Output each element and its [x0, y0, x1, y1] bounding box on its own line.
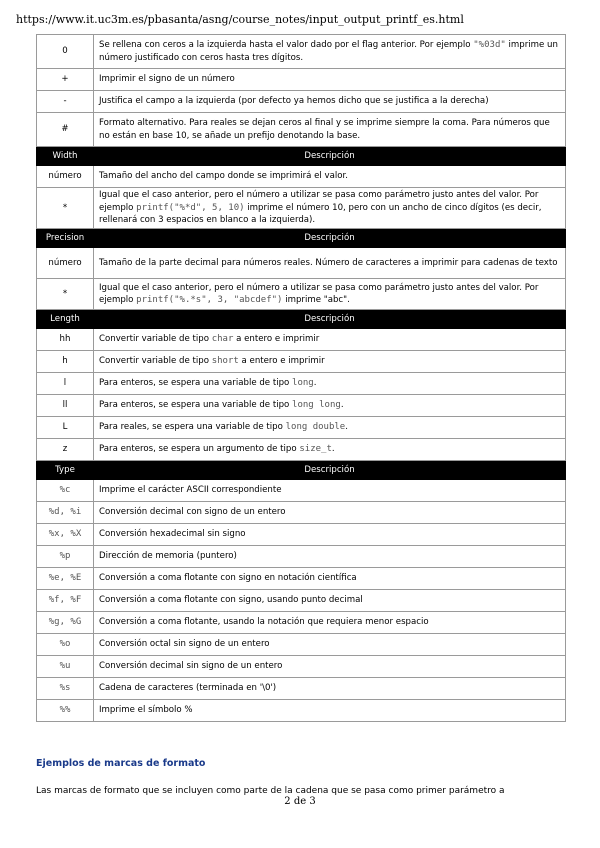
text-fragment: Justifica el campo a la izquierda (por defecto ya hemos dicho que se justifica a la derecha) — [99, 96, 489, 107]
spec-description — [94, 417, 566, 439]
body-paragraph: Las marcas de formato que se incluyen como parte de la cadena que se pasa como primer parámetro a — [36, 786, 505, 796]
spec-key: L — [37, 417, 94, 439]
spec-key — [37, 656, 94, 678]
spec-description: Conversión a coma flotante con signo, usando punto decimal — [94, 590, 566, 612]
text-fragment: Imprimir el signo de un número — [99, 74, 235, 85]
spec-description — [94, 395, 566, 417]
spec-description: Conversión a coma flotante, usando la notación que requiera menor espacio — [94, 612, 566, 634]
code-fragment: long — [292, 378, 314, 389]
text-fragment: Igual que el caso anterior, pero el número a utilizar se pasa como parámetro justo antes del valor. Por ejemplo — [99, 190, 539, 213]
spec-key — [37, 700, 94, 722]
code-fragment: long long — [292, 400, 341, 411]
text-fragment: a entero e imprimir — [233, 334, 320, 345]
spec-key: ll — [37, 395, 94, 417]
text-fragment: a entero e imprimir — [238, 356, 325, 367]
spec-key: h — [37, 351, 94, 373]
header-key: Type — [37, 461, 94, 480]
page-url: https://www.it.uc3m.es/pbasanta/asng/course_notes/input_output_printf_es.html — [16, 13, 464, 26]
section-header-row — [37, 461, 566, 480]
header-key: Precision — [37, 229, 94, 248]
spec-key-code: %% — [59, 705, 71, 716]
spec-description: Imprime el carácter ASCII correspondiente — [94, 480, 566, 502]
header-description: Descripción — [94, 229, 566, 248]
spec-key: * — [37, 279, 94, 310]
table-row — [37, 329, 566, 351]
spec-description — [94, 248, 566, 279]
header-key: Width — [37, 147, 94, 166]
table-row — [37, 395, 566, 417]
spec-description — [94, 91, 566, 113]
spec-key: 0 — [37, 35, 94, 69]
page-number: 2 de 3 — [284, 796, 316, 807]
table-row — [37, 480, 566, 502]
text-fragment: Para enteros, se espera una variable de tipo — [99, 400, 293, 411]
spec-description: Cadena de caracteres (terminada en '\0') — [94, 678, 566, 700]
spec-description: Conversión octal sin signo de un entero — [94, 634, 566, 656]
spec-key — [37, 590, 94, 612]
spec-description — [94, 166, 566, 188]
table-row — [37, 502, 566, 524]
section-header-row — [37, 229, 566, 248]
text-fragment: Para reales, se espera una variable de tipo — [99, 422, 286, 433]
text-fragment: . — [345, 422, 348, 433]
section-title[interactable]: Ejemplos de marcas de formato — [36, 758, 206, 769]
code-fragment: printf("%*d", 5, 10) — [136, 202, 245, 213]
section-header-row — [37, 310, 566, 329]
spec-key — [37, 568, 94, 590]
spec-key: número — [37, 248, 94, 279]
header-key: Length — [37, 310, 94, 329]
code-fragment: printf("%.*s", 3, "abcdef") — [136, 295, 283, 305]
code-fragment: size_t — [299, 444, 332, 455]
format-specifier-table — [36, 34, 566, 722]
text-fragment: imprime "abc". — [282, 295, 350, 305]
spec-key-code: %s — [59, 683, 71, 694]
code-fragment: short — [211, 356, 239, 367]
spec-key — [37, 502, 94, 524]
text-fragment: . — [331, 444, 335, 455]
spec-description — [94, 439, 566, 461]
spec-key-code: %u — [59, 661, 71, 672]
table-row — [37, 656, 566, 678]
table-row — [37, 439, 566, 461]
spec-description: Imprime el símbolo % — [94, 700, 566, 722]
table-row — [37, 351, 566, 373]
spec-key: número — [37, 166, 94, 188]
code-fragment: long double — [285, 422, 346, 433]
table-row — [37, 678, 566, 700]
text-fragment: Igual que el caso anterior, pero el número a utilizar se pasa como parámetro justo antes del valor. Por ejemplo — [99, 282, 539, 305]
spec-key — [37, 546, 94, 568]
spec-description: Dirección de memoria (puntero) — [94, 546, 566, 568]
spec-description: Conversión decimal con signo de un entero — [94, 502, 566, 524]
spec-key — [37, 678, 94, 700]
header-description: Descripción — [94, 461, 566, 480]
spec-key: * — [37, 188, 94, 229]
text-fragment: imprime el número 10, pero con un ancho de cinco dígitos (es decir, rellenará con 3 espacios en blanco a la izquierda). — [99, 202, 542, 226]
text-fragment: Formato alternativo. Para reales se dejan ceros al final y se imprime siempre la coma. Para números que no están en base 10, se añade un prefijo denotando la base. — [99, 118, 550, 141]
spec-key: l — [37, 373, 94, 395]
table-row — [37, 166, 566, 188]
text-fragment: Para enteros, se espera una variable de tipo — [99, 378, 293, 389]
spec-key-code: %x, %X — [48, 529, 82, 540]
code-fragment: "%03d" — [473, 40, 506, 50]
section-header-row — [37, 147, 566, 166]
spec-key: # — [37, 113, 94, 147]
spec-key-code: %d, %i — [48, 507, 82, 518]
table-row — [37, 113, 566, 147]
table-row — [37, 69, 566, 91]
table-row — [37, 35, 566, 69]
spec-key-code: %c — [59, 485, 71, 496]
text-fragment: . — [340, 400, 344, 411]
table-row — [37, 634, 566, 656]
spec-description — [94, 113, 566, 147]
text-fragment: Convertir variable de tipo — [99, 356, 212, 367]
text-fragment: Tamaño de la parte decimal para números reales. Número de caracteres a imprimir para cadenas de texto — [99, 257, 558, 268]
table-row — [37, 568, 566, 590]
spec-key-code: %f, %F — [48, 595, 82, 606]
table-row — [37, 279, 566, 310]
spec-key — [37, 612, 94, 634]
code-fragment: char — [211, 334, 234, 345]
spec-description: Conversión decimal sin signo de un entero — [94, 656, 566, 678]
spec-description — [94, 279, 566, 310]
spec-key: + — [37, 69, 94, 91]
table-row — [37, 590, 566, 612]
spec-key: hh — [37, 329, 94, 351]
table-row — [37, 91, 566, 113]
spec-description: Conversión hexadecimal sin signo — [94, 524, 566, 546]
spec-key-code: %o — [59, 639, 71, 650]
text-fragment: Tamaño del ancho del campo donde se imprimirá el valor. — [99, 171, 349, 182]
text-fragment: imprime un número justificado con ceros hasta tres dígitos. — [99, 40, 558, 63]
spec-key-code: %e, %E — [48, 573, 82, 584]
text-fragment: Para enteros, se espera un argumento de tipo — [99, 444, 300, 455]
table-row — [37, 373, 566, 395]
spec-key — [37, 634, 94, 656]
spec-description — [94, 329, 566, 351]
header-description: Descripción — [94, 310, 566, 329]
table-row — [37, 700, 566, 722]
table-row — [37, 524, 566, 546]
table-row — [37, 417, 566, 439]
spec-description — [94, 69, 566, 91]
spec-description — [94, 35, 566, 69]
spec-key-code: %g, %G — [48, 617, 82, 628]
table-row — [37, 188, 566, 229]
spec-description — [94, 351, 566, 373]
table-row — [37, 546, 566, 568]
spec-key: - — [37, 91, 94, 113]
text-fragment: . — [313, 378, 317, 389]
header-description: Descripción — [94, 147, 566, 166]
text-fragment: Convertir variable de tipo — [99, 334, 212, 345]
text-fragment: Se rellena con ceros a la izquierda hasta el valor dado por el flag anterior. Por ejemplo — [99, 40, 474, 50]
spec-key — [37, 480, 94, 502]
spec-key — [37, 524, 94, 546]
spec-description — [94, 188, 566, 229]
spec-key-code: %p — [59, 551, 71, 562]
table-row — [37, 612, 566, 634]
spec-key: z — [37, 439, 94, 461]
table-row — [37, 248, 566, 279]
spec-description: Conversión a coma flotante con signo en notación científica — [94, 568, 566, 590]
spec-description — [94, 373, 566, 395]
